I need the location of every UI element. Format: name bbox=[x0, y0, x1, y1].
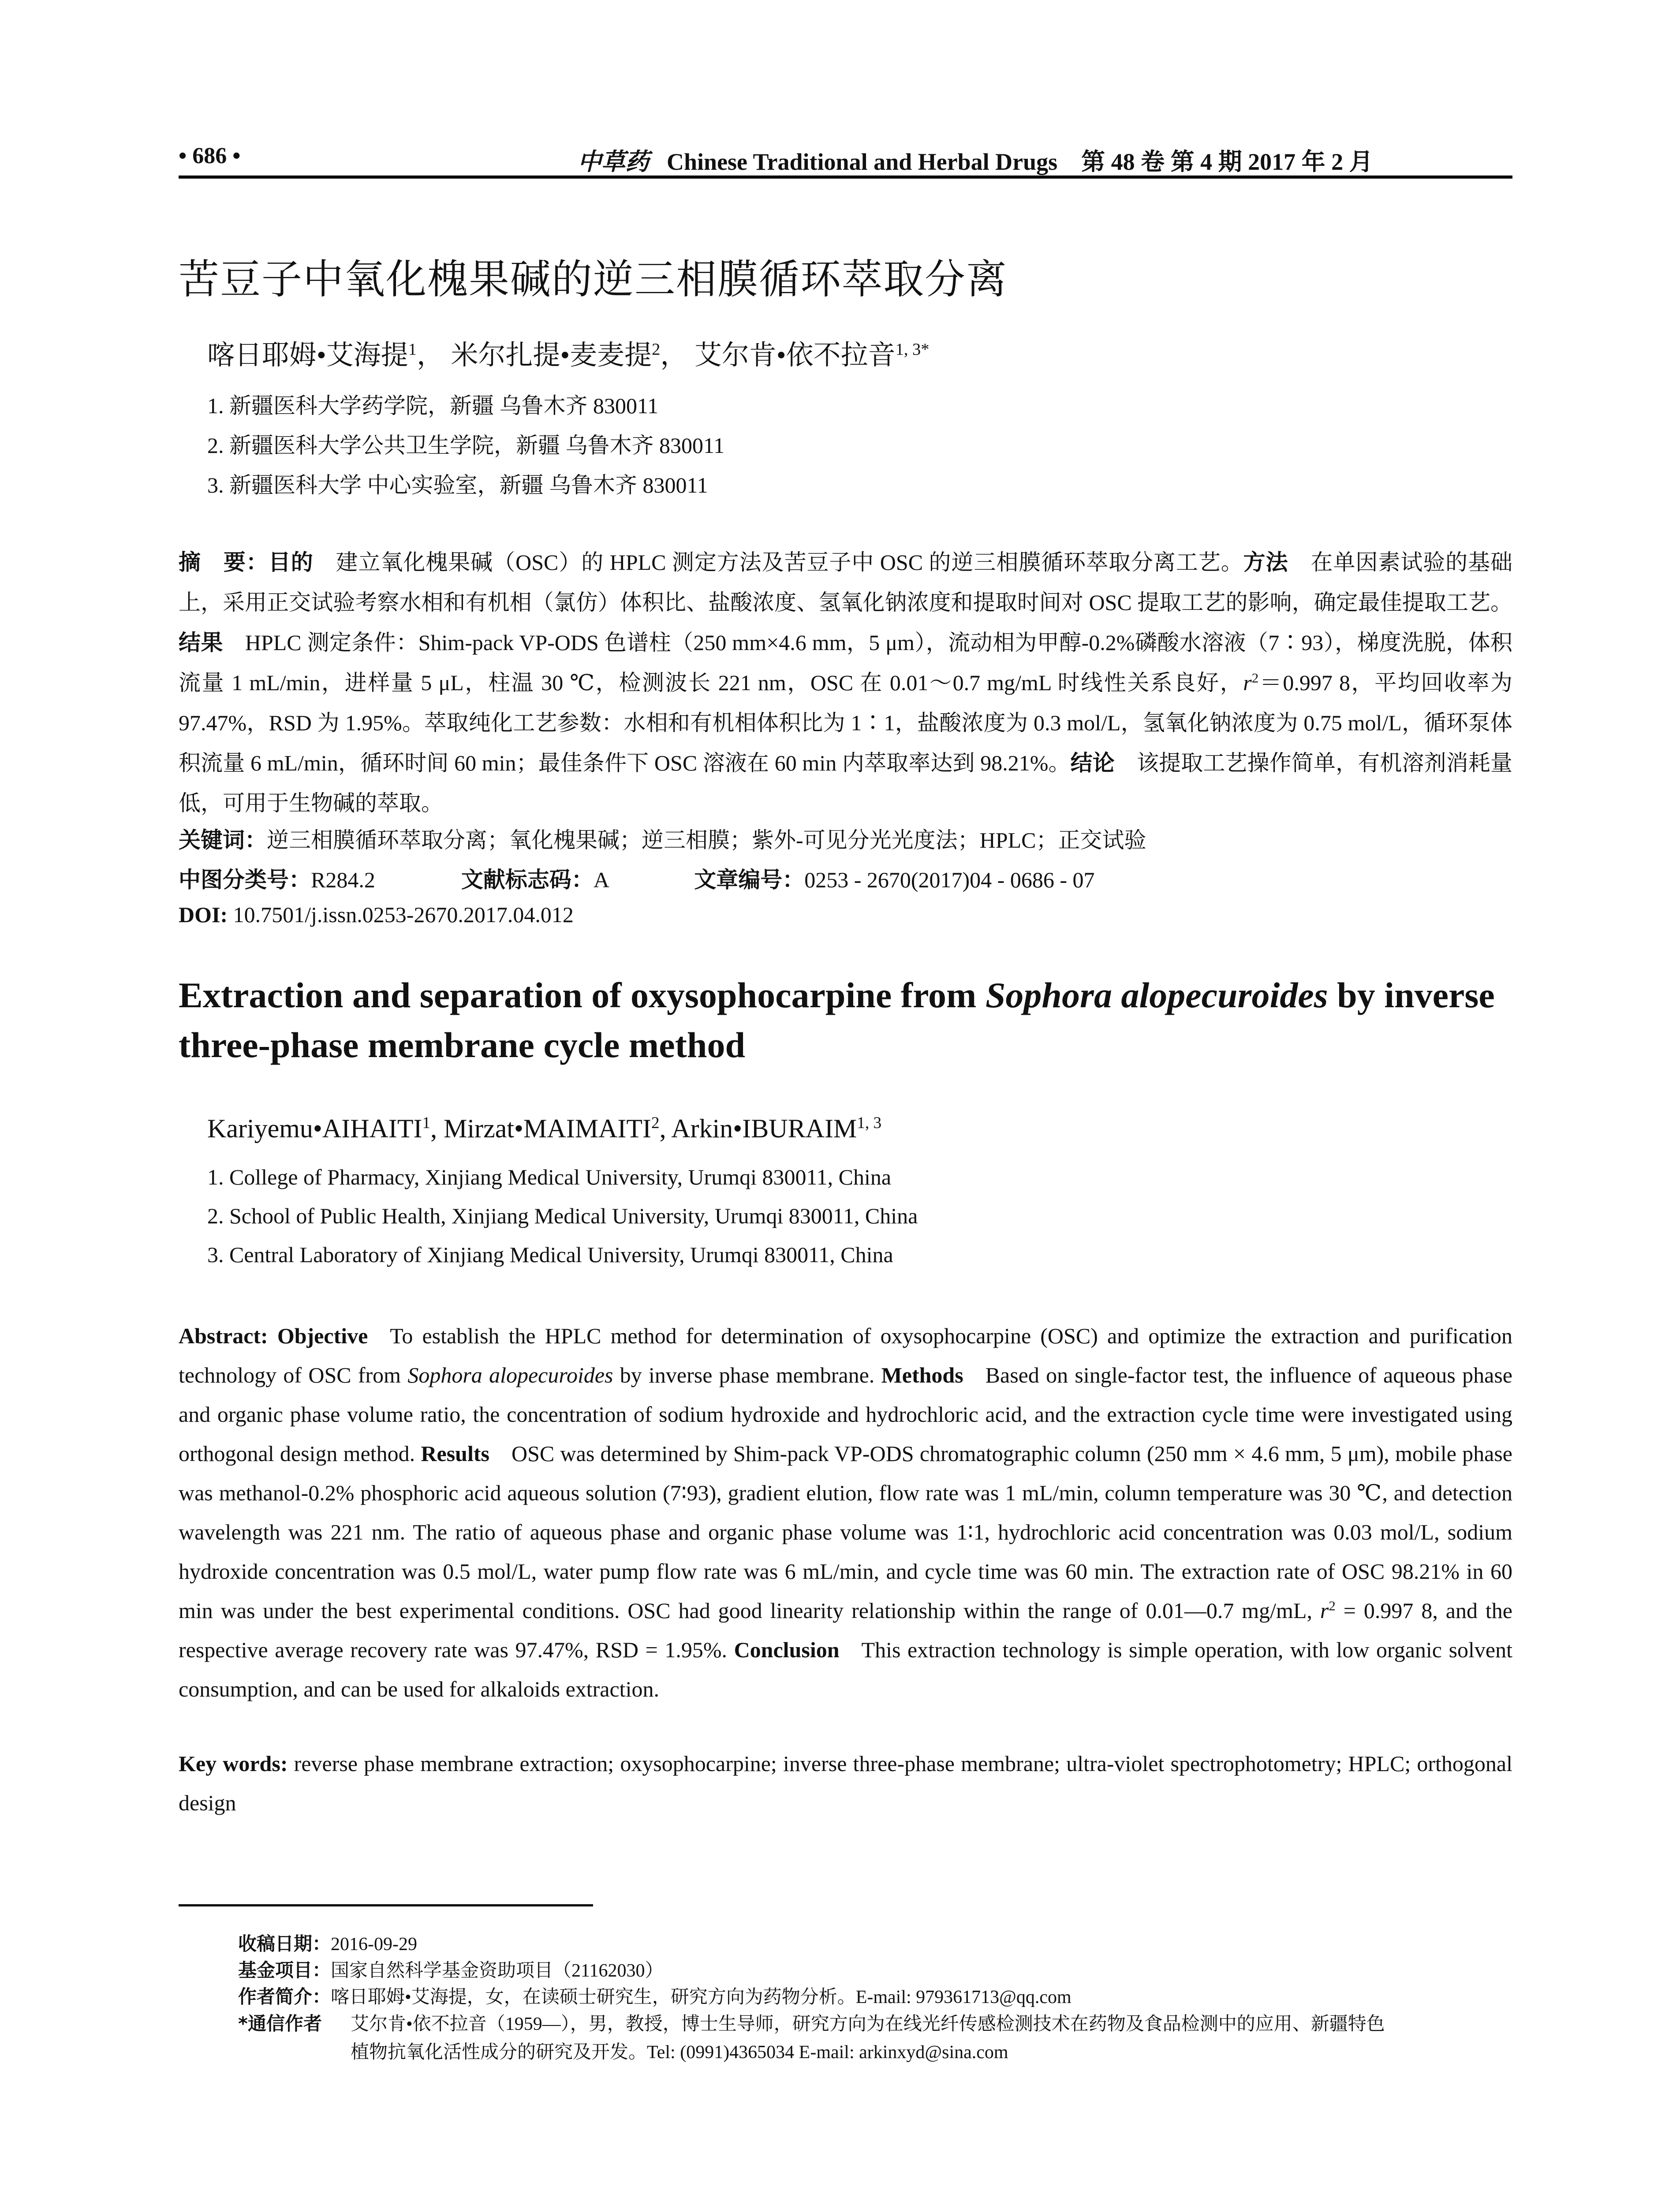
footnote-label: 作者简介： bbox=[238, 1986, 331, 2007]
doc-code-value: A bbox=[593, 867, 609, 892]
cn-results-r: r bbox=[1243, 670, 1252, 695]
doi-line bbox=[179, 902, 574, 927]
cn-results-r-sup: 2 bbox=[1251, 670, 1259, 686]
cn-keywords-text: 逆三相膜循环萃取分离；氧化槐果碱；逆三相膜；紫外-可见分光光度法；HPLC；正交试验 bbox=[267, 828, 1146, 852]
doc-code-label: 文献标志码： bbox=[461, 867, 594, 893]
article-no-value: 0253 - 2670(2017)04 - 0686 - 07 bbox=[804, 867, 1095, 892]
running-header bbox=[179, 140, 1512, 179]
en-conclusion-text: This extraction technology is simple operation, with low organic solvent consumption, and can be used for alkaloids extraction. bbox=[179, 1637, 1512, 1701]
en-methods-text: Based on single-factor test, the influence of aqueous phase and organic phase volume ratio, the concentration of sodium hydroxide and hydrochloric acid, and the extraction cycle time were investigated using orthogonal design method. bbox=[179, 1363, 1513, 1466]
clc-label: 中图分类号： bbox=[179, 867, 311, 893]
cn-author-name: 米尔扎提•麦麦提 bbox=[451, 340, 652, 370]
en-results-text: OSC was determined by Shim-pack VP-ODS chromatographic column (250 mm × 4.6 mm, 5 μm), mobile phase was methanol-0.2% phosphoric acid aqueous solution (7∶93), gradient elution, flow rate was 1 mL/min, column temperature was 30 ℃, and detection wavelength was 221 nm. The ratio of aqueous phase and organic phase volume was 1∶1, hydrochloric acid concentration was 0.03 mol/L, sodium hydroxide concentration was 0.5 mol/L, water pump flow rate was 6 mL/min, and cycle time was 60 min. The extraction rate of OSC 98.21% in 60 min was under the best experimental conditions. OSC had good linearity relationship within the range of 0.01—0.7 mg/mL, bbox=[179, 1441, 1513, 1623]
cn-author-name: 喀日耶姆•艾海提 bbox=[207, 340, 408, 370]
cn-keywords bbox=[179, 822, 1146, 854]
cn-results-text-2: ＝0.997 8，平均回收率为 97.47%，RSD 为 1.95%。萃取纯化工艺参数：水相和有机相体积比为 1∶1，盐酸浓度为 0.3 mol/L，氢氧化钠浓度为 0.75 mol/L，循环泵体积流量 6 mL/min，循环时间 60 min；最佳条件下 OSC 溶液在 60 min 内萃取率达到 98.21%。 bbox=[179, 670, 1512, 775]
clc-value: R284.2 bbox=[311, 867, 375, 892]
journal-name: Chinese Traditional and Herbal Drugs 第 48 卷 第 4 期 2017 年 2 月 bbox=[667, 149, 1373, 175]
footnote-label: 基金项目： bbox=[238, 1959, 331, 1981]
footnote-corresponding bbox=[238, 2010, 1517, 2067]
doi-value: 10.7501/j.issn.0253-2670.2017.04.012 bbox=[233, 902, 574, 927]
en-conclusion-label: Conclusion bbox=[734, 1637, 840, 1662]
cn-affiliation: 1. 新疆医科大学药学院，新疆 乌鲁木齐 830011 bbox=[207, 393, 659, 418]
cn-objective-label: 目的 bbox=[268, 549, 314, 575]
en-author-name: Kariyemu•AIHAITI bbox=[207, 1114, 422, 1143]
footnote-received bbox=[238, 1929, 417, 1956]
footnote-label: 收稿日期： bbox=[238, 1933, 331, 1955]
cn-conclusion-label: 结论 bbox=[1070, 750, 1115, 776]
article-no-label: 文章编号： bbox=[694, 867, 805, 893]
footnote-label: *通信作者 bbox=[238, 2013, 322, 2034]
en-author-sup: 1 bbox=[422, 1114, 431, 1132]
cn-methods-label: 方法 bbox=[1243, 549, 1288, 575]
en-author-sup: 1, 3 bbox=[857, 1114, 882, 1132]
en-results-label: Results bbox=[421, 1441, 489, 1466]
en-affiliation: 3. Central Laboratory of Xinjiang Medical University, Urumqi 830011, China bbox=[207, 1242, 893, 1267]
en-affiliation: 2. School of Public Health, Xinjiang Medical University, Urumqi 830011, China bbox=[207, 1203, 918, 1228]
en-title-text: Extraction and separation of oxysophocarpine from bbox=[179, 975, 986, 1015]
cn-results-label: 结果 bbox=[179, 630, 223, 655]
en-affiliation: 1. College of Pharmacy, Xinjiang Medical University, Urumqi 830011, China bbox=[207, 1165, 892, 1189]
en-author-sup: 2 bbox=[651, 1114, 660, 1132]
footnote-text-cont: 植物抗氧化活性成分的研究及开发。Tel: (0991)4365034 E-mail: arkinxyd@sina.com bbox=[351, 2042, 1008, 2063]
en-results-r: r bbox=[1320, 1598, 1329, 1623]
en-abstract bbox=[179, 1316, 1512, 1709]
cn-affiliation: 2. 新疆医科大学公共卫生学院，新疆 乌鲁木齐 830011 bbox=[207, 433, 725, 458]
en-author-sep: , bbox=[659, 1114, 672, 1143]
en-keywords-label: Key words: bbox=[179, 1751, 288, 1776]
en-methods-label: Methods bbox=[881, 1363, 963, 1387]
en-author-sep: , bbox=[430, 1114, 444, 1143]
cn-author-sup: 2 bbox=[652, 340, 661, 359]
footnote-author bbox=[238, 1982, 1071, 2009]
en-author-name: Arkin•IBURAIM bbox=[671, 1114, 857, 1143]
cn-keywords-label: 关键词： bbox=[179, 827, 267, 853]
en-results-text-2: = 0.997 8, and the respective average recovery rate was 97.47%, RSD = 1.95%. bbox=[179, 1598, 1512, 1662]
cn-author-sup: 1, 3* bbox=[895, 340, 930, 359]
doi-label: DOI: bbox=[179, 902, 228, 927]
footnote-fund bbox=[238, 1956, 663, 1982]
en-abstract-label: Abstract: bbox=[179, 1323, 268, 1348]
cn-methods-text: 在单因素试验的基础上，采用正交试验考察水相和有机相（氯仿）体积比、盐酸浓度、氢氧化钠浓度和提取时间对 OSC 提取工艺的影响，确定最佳提取工艺。 bbox=[179, 550, 1513, 615]
cn-classification bbox=[179, 862, 1094, 894]
cn-authors bbox=[207, 333, 929, 372]
cn-objective-text: 建立氧化槐果碱（OSC）的 HPLC 测定方法及苦豆子中 OSC 的逆三相膜循环萃取分离工艺。 bbox=[335, 550, 1243, 575]
journal-logo: 中草药 bbox=[578, 147, 649, 176]
en-keywords bbox=[179, 1744, 1512, 1823]
en-title bbox=[179, 970, 1515, 1070]
en-title-text-2: by inverse three-phase membrane cycle method bbox=[179, 975, 1495, 1065]
cn-author-sep: ， bbox=[660, 340, 688, 370]
cn-abstract bbox=[179, 542, 1512, 823]
footnote-text: 2016-09-29 bbox=[331, 1934, 417, 1955]
footnote-divider bbox=[179, 1904, 593, 1906]
footnote-text: 艾尔肯•依不拉音（1959—），男，教授，博士生导师，研究方向为在线光纤传感检测技术在药物及食品检测中的应用、新疆特色 bbox=[351, 2014, 1385, 2034]
en-author-name: Mirzat•MAIMAITI bbox=[444, 1114, 651, 1143]
cn-author-sup: 1 bbox=[408, 340, 417, 359]
cn-author-name: 艾尔肯•依不拉音 bbox=[694, 340, 896, 370]
cn-author-sep: ， bbox=[416, 340, 444, 370]
cn-title: 苦豆子中氧化槐果碱的逆三相膜循环萃取分离 bbox=[179, 256, 1008, 303]
page-number: • 686 • bbox=[179, 143, 241, 168]
cn-results-text: HPLC 测定条件：Shim-pack VP-ODS 色谱柱（250 mm×4.6 mm，5 μm），流动相为甲醇-0.2%磷酸水溶液（7∶93），梯度洗脱，体积流量 1 mL/min，进样量 5 μL，柱温 30 ℃，检测波长 221 nm，OSC 在 0.01～0.7 mg/mL 时线性关系良好， bbox=[179, 630, 1512, 695]
cn-conclusion-text: 该提取工艺操作简单，有机溶剂消耗量低，可用于生物碱的萃取。 bbox=[179, 751, 1513, 815]
en-title-species: Sophora alopecuroides bbox=[985, 975, 1328, 1015]
en-keywords-text: reverse phase membrane extraction; oxysophocarpine; inverse three-phase membrane; ultra-violet spectrophotometry; HPLC; orthogonal design bbox=[179, 1751, 1513, 1815]
footnote-text: 喀日耶姆•艾海提，女，在读硕士研究生，研究方向为药物分析。E-mail: 979361713@qq.com bbox=[331, 1987, 1071, 2007]
en-results-r-sup: 2 bbox=[1329, 1598, 1336, 1614]
footnote-text: 国家自然科学基金资助项目（21162030） bbox=[331, 1961, 664, 1981]
en-objective-label: Objective bbox=[277, 1323, 368, 1348]
cn-affiliation: 3. 新疆医科大学 中心实验室，新疆 乌鲁木齐 830011 bbox=[207, 473, 708, 497]
cn-abstract-label: 摘 要： bbox=[179, 549, 269, 575]
en-objective-text: To establish the HPLC method for determination of oxysophocarpine (OSC) and optimize the extraction and purification technology of OSC from bbox=[179, 1323, 1513, 1387]
journal-info bbox=[578, 143, 1373, 177]
en-objective-text-2: by inverse phase membrane. bbox=[613, 1363, 875, 1387]
en-objective-species: Sophora alopecuroides bbox=[407, 1363, 613, 1387]
en-authors bbox=[207, 1114, 881, 1144]
